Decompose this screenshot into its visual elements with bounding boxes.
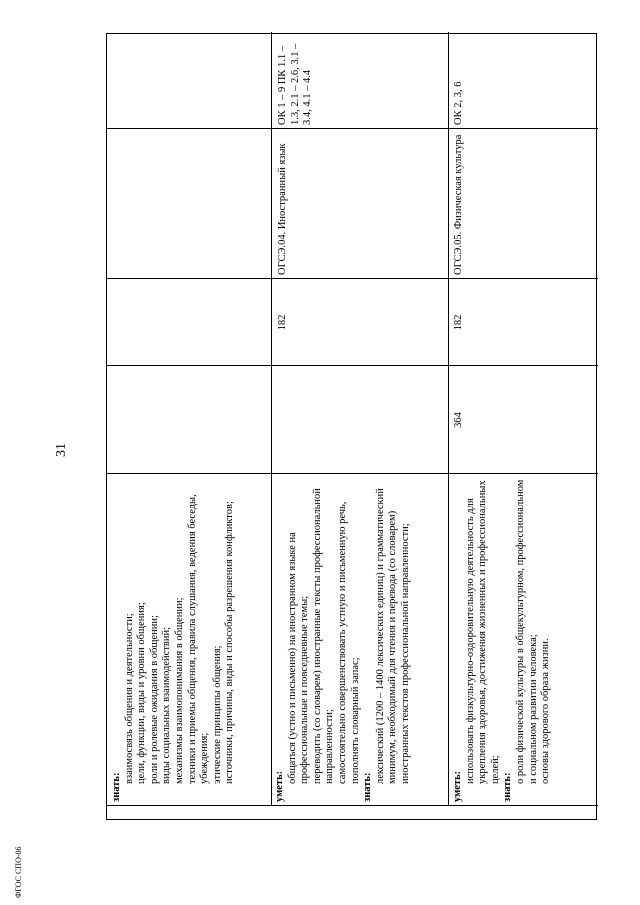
row-3-total-hours: 364 bbox=[453, 412, 464, 428]
list-item: использовать физкультурно-оздоровительную деятельность для укрепления здоровья, достижения жизненных и профессиональных целей; bbox=[464, 480, 501, 784]
list-item: роли и ролевые ожидания в общении; bbox=[148, 615, 160, 784]
row-3-hours: 182 bbox=[453, 314, 464, 331]
list-item: виды социальных взаимодействий; bbox=[161, 626, 173, 784]
list-item: общаться (устно и письменно) на иностранном языке на профессиональные и повседневные темы; bbox=[286, 532, 311, 784]
column-divider bbox=[107, 278, 598, 279]
list-item: лексический (1200 – 1400 лексических единиц) и грамматический минимум, необходимый для чтения и перевода (со словарем) иностранных текстов профессиональной направленности; bbox=[374, 488, 411, 784]
row-3-requirements bbox=[452, 478, 553, 802]
list-item: цели, функции, виды и уровни общения; bbox=[136, 602, 148, 784]
column-divider bbox=[107, 365, 598, 366]
row-1-requirements bbox=[111, 478, 237, 802]
section-heading: знать: bbox=[111, 772, 122, 802]
curriculum-table bbox=[106, 33, 597, 820]
footer-code: ФГОС СПО-06 bbox=[14, 846, 23, 898]
row-2-discipline: ОГСЭ.04. Иностранный язык bbox=[277, 143, 288, 275]
list-item: взаимосвязь общения и деятельности; bbox=[123, 613, 135, 784]
row-3-discipline: ОГСЭ.05. Физическая культура bbox=[453, 134, 464, 275]
row-3-competencies: ОК 2, 3, 6 bbox=[453, 81, 464, 125]
list-item: самостоятельно совершенствовать устную и письменную речь, пополнять словарный запас; bbox=[336, 501, 361, 784]
column-divider bbox=[107, 805, 598, 806]
row-2-hours: 182 bbox=[277, 314, 288, 331]
list-item: техники и приемы общения, правила слушания, ведения беседы, убеждения; bbox=[186, 494, 211, 784]
row-2-requirements bbox=[274, 478, 413, 802]
page-number: 31 bbox=[54, 443, 69, 457]
section-heading: уметь: bbox=[274, 770, 285, 802]
list-item: механизмы взаимопонимания в общении; bbox=[173, 597, 185, 784]
list-item: переводить (со словарем) иностранные тексты профессиональной направленности; bbox=[311, 488, 336, 784]
list-item: источники, причины, виды и способы разрешения конфликтов; bbox=[224, 501, 236, 784]
list-item: основы здорового образа жизни. bbox=[540, 638, 552, 784]
section-heading: знать: bbox=[502, 772, 514, 802]
rotated-page bbox=[106, 33, 597, 820]
column-divider bbox=[107, 128, 598, 129]
row-divider bbox=[448, 32, 449, 806]
row-2-competencies: ОК 1 – 9 ПК 1.1 – 1.3, 2.1 – 2.6, 3.1 – 3.4, 4.1 – 4.4 bbox=[277, 43, 314, 125]
list-item: о роли физической культуры в общекультурном, профессиональном и социальном развитии человека; bbox=[514, 479, 539, 784]
list-item: этические принципы общения; bbox=[211, 645, 223, 784]
section-heading: уметь: bbox=[452, 770, 463, 802]
section-heading: знать: bbox=[362, 772, 374, 802]
column-divider bbox=[107, 473, 598, 474]
row-divider bbox=[271, 32, 272, 806]
